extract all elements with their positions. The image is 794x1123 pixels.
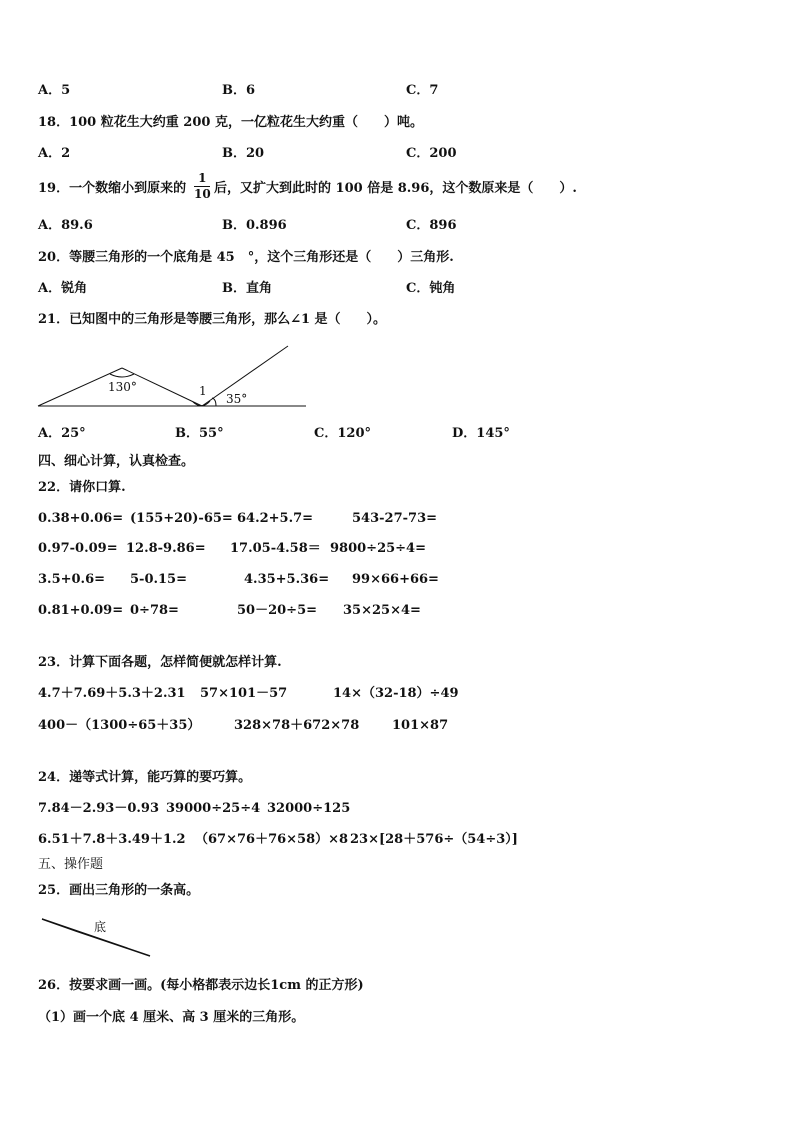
- q23-r1-c2: 57×101－57: [200, 686, 288, 701]
- q23-r1-c1: 4.7＋7.69＋5.3＋2.31: [38, 686, 186, 701]
- q21-option-a: A．25°: [38, 426, 86, 441]
- q22-stem: 22．请你口算.: [38, 480, 126, 495]
- q20-option-c: C．钝角: [406, 281, 456, 296]
- q19-stem-after: 后，又扩大到此时的 100 倍是 8.96，这个数原来是（ ）.: [214, 181, 577, 196]
- q23-stem: 23．计算下面各题，怎样简便就怎样计算.: [38, 655, 282, 670]
- q22-r1-c2: (155+20)-65=: [130, 511, 233, 526]
- q19-fraction-denominator: 10: [194, 187, 211, 201]
- q22-r4-c1: 0.81+0.09=: [38, 603, 124, 618]
- q22-r1-c3: 64.2+5.7=: [237, 511, 314, 526]
- q22-r4-c2: 0÷78=: [130, 603, 179, 618]
- q25-stem: 25．画出三角形的一条高。: [38, 883, 200, 898]
- q21-option-c: C．120°: [314, 426, 371, 441]
- q24-r1-c1: 7.84－2.93－0.93: [38, 801, 159, 816]
- q19-fraction: [194, 172, 211, 201]
- q24-r1-c2: 39000÷25÷4: [166, 801, 261, 816]
- q24-r2-c2: （67×76＋76×58）×8: [195, 832, 349, 847]
- q21-option-b: B．55°: [175, 426, 224, 441]
- q19-fraction-numerator: 1: [198, 171, 207, 185]
- q21-option-d: D．145°: [452, 426, 510, 441]
- q21-apex-arc: [110, 374, 134, 377]
- q21-stem: 21．已知图中的三角形是等腰三角形，那么∠1 是（ ）。: [38, 312, 387, 327]
- q23-r2-c1: 400－（1300÷65＋35）: [38, 718, 201, 733]
- q20-option-b: B．直角: [222, 281, 272, 296]
- q21-right-angle-label: 35°: [226, 392, 248, 406]
- q24-r1-c3: 32000÷125: [267, 801, 351, 816]
- q22-r3-c2: 5-0.15=: [130, 572, 187, 587]
- q19-option-a: A．89.6: [38, 218, 93, 233]
- q22-r3-c4: 99×66+66=: [352, 572, 439, 587]
- q22-r2-c4: 9800÷25÷4=: [330, 541, 426, 556]
- q18-option-a: A．2: [38, 146, 71, 161]
- q23-r1-c3: 14×（32-18）÷49: [333, 686, 459, 701]
- q21-apex-angle-label: 130°: [108, 380, 137, 394]
- q24-stem: 24．递等式计算，能巧算的要巧算。: [38, 770, 252, 785]
- q22-r1-c4: 543-27-73=: [352, 511, 438, 526]
- q23-r2-c3: 101×87: [392, 718, 449, 733]
- q22-r2-c3: 17.05-4.58＝: [230, 541, 321, 556]
- q19-option-c: C．896: [406, 218, 457, 233]
- q22-r1-c1: 0.38+0.06=: [38, 511, 124, 526]
- q17-option-a: A．5: [38, 83, 71, 98]
- q25-triangle-figure: [40, 915, 160, 960]
- q22-r3-c3: 4.35+5.36=: [244, 572, 330, 587]
- q26-stem: 26．按要求画一画。(每小格都表示边长1cm 的正方形): [38, 978, 364, 993]
- q18-stem: 18．100 粒花生大约重 200 克，一亿粒花生大约重（ ）吨。: [38, 115, 423, 130]
- q22-r4-c3: 50－20÷5=: [237, 603, 318, 618]
- q26-sub1: （1）画一个底 4 厘米、高 3 厘米的三角形。: [38, 1010, 305, 1025]
- q25-base-label: 底: [94, 920, 107, 934]
- q21-angle1-label: 1: [199, 384, 207, 398]
- q22-r3-c1: 3.5+0.6=: [38, 572, 106, 587]
- section-4-heading: 四、细心计算，认真检查。: [38, 454, 195, 469]
- q21-triangle-figure: [36, 342, 316, 412]
- q19-option-b: B．0.896: [222, 218, 287, 233]
- q24-r2-c1: 6.51＋7.8＋3.49＋1.2: [38, 832, 186, 847]
- q20-option-a: A．锐角: [38, 281, 88, 296]
- q22-r2-c1: 0.97-0.09=: [38, 541, 118, 556]
- q18-option-b: B．20: [222, 146, 265, 161]
- q22-r4-c4: 35×25×4=: [343, 603, 421, 618]
- q20-stem: 20．等腰三角形的一个底角是 45 °，这个三角形还是（ ）三角形.: [38, 250, 454, 265]
- q23-r2-c2: 328×78＋672×78: [234, 718, 360, 733]
- q17-option-c: C．7: [406, 83, 439, 98]
- q17-option-b: B．6: [222, 83, 256, 98]
- q19-stem-before: 19．一个数缩小到原来的: [38, 181, 187, 196]
- q22-r2-c2: 12.8-9.86=: [126, 541, 206, 556]
- q24-r2-c3: 23×[28＋576÷（54÷3）]: [350, 832, 518, 847]
- q18-option-c: C．200: [406, 146, 457, 161]
- section-5-heading: 五、操作题: [38, 857, 104, 872]
